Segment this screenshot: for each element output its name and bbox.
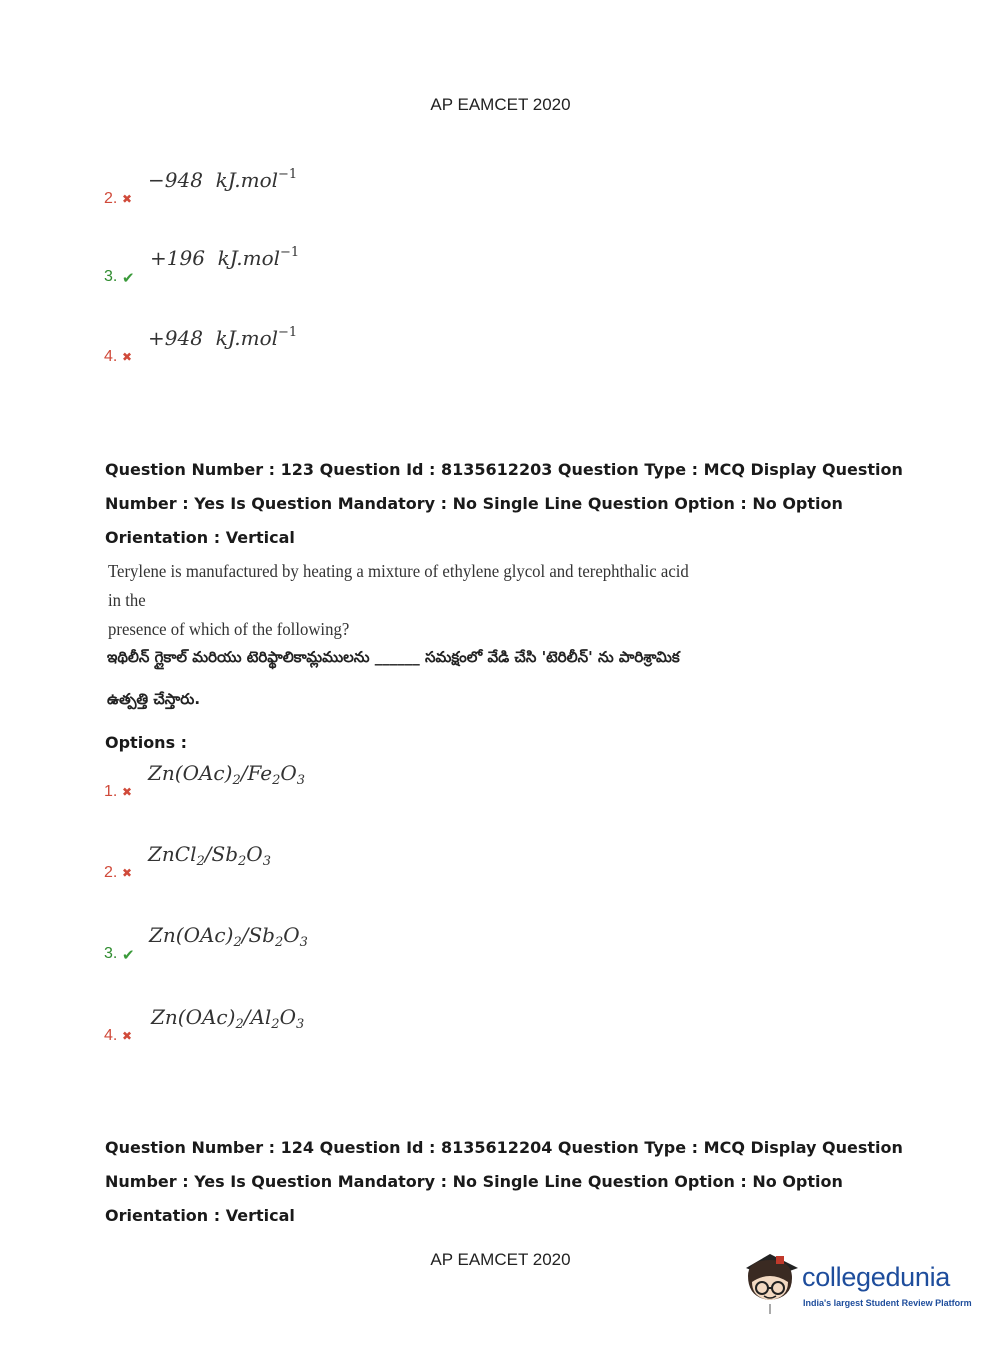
option-value: +196 kJ.mol$^{-1}$ [150,245,300,270]
option-number: 3. [104,945,118,962]
cross-icon: ✖ [122,192,133,206]
option-number: 3. [104,268,118,285]
check-icon: ✔ [122,946,135,964]
option-value: +948 kJ.mol$^{-1}$ [148,325,298,350]
question-text-english: Terylene is manufactured by heating a mixture of ethylene glycol and terephthalic acid in the presence of which of the following? [108,561,689,639]
option-value: −948 kJ.mol$^{-1}$ [148,167,298,192]
option-number: 4. [104,1027,118,1044]
option-formula: $Zn(OAc)_2/Al_2O_3$ [151,1005,305,1032]
option-formula: $Zn(OAc)_2/Fe_2O_3$ [148,761,306,788]
cross-icon: ✖ [122,866,133,880]
meta-line: Question Number : 124 Question Id : 8135612204 Question Type : MCQ Display Question [105,1138,903,1157]
meta-line: Orientation : Vertical [105,528,295,547]
option-formula: $Zn(OAc)_2/Sb_2O_3$ [149,923,308,950]
question-meta [105,453,905,555]
option-formula: $ZnCl_2/Sb_2O_3$ [148,842,271,869]
question-text-telugu: ఇథిలీన్ గ్లైకాల్ మరియు టెరిఫ్థాలికామ్లములను ______ సమక్షంలో వేడి చేసి 'టెరిలీన్' ను పారిశ్రామిక ఉత్పత్తి చేస్తారు. [107,648,680,708]
option-number: 4. [104,348,118,365]
page-header-title: AP EAMCET 2020 [430,95,571,114]
option-number: 2. [104,190,118,207]
cross-icon: ✖ [122,785,133,799]
page-footer-title: AP EAMCET 2020 [430,1250,571,1269]
meta-line: Number : Yes Is Question Mandatory : No Single Line Question Option : No Option [105,1172,843,1191]
collegedunia-logo [740,1248,972,1320]
cross-icon: ✖ [122,1029,133,1043]
option-number: 2. [104,864,118,881]
cross-icon: ✖ [122,350,133,364]
check-icon: ✔ [122,269,135,287]
mascot-icon [740,1248,800,1320]
option-number: 1. [104,783,118,800]
meta-line: Question Number : 123 Question Id : 8135612203 Question Type : MCQ Display Question [105,460,903,479]
meta-line: Number : Yes Is Question Mandatory : No Single Line Question Option : No Option [105,494,843,513]
logo-tagline: India's largest Student Review Platform [803,1298,972,1308]
meta-line: Orientation : Vertical [105,1206,295,1225]
options-label: Options : [105,733,188,752]
logo-brand: collegedunia [802,1262,951,1292]
question-meta [105,1131,905,1233]
